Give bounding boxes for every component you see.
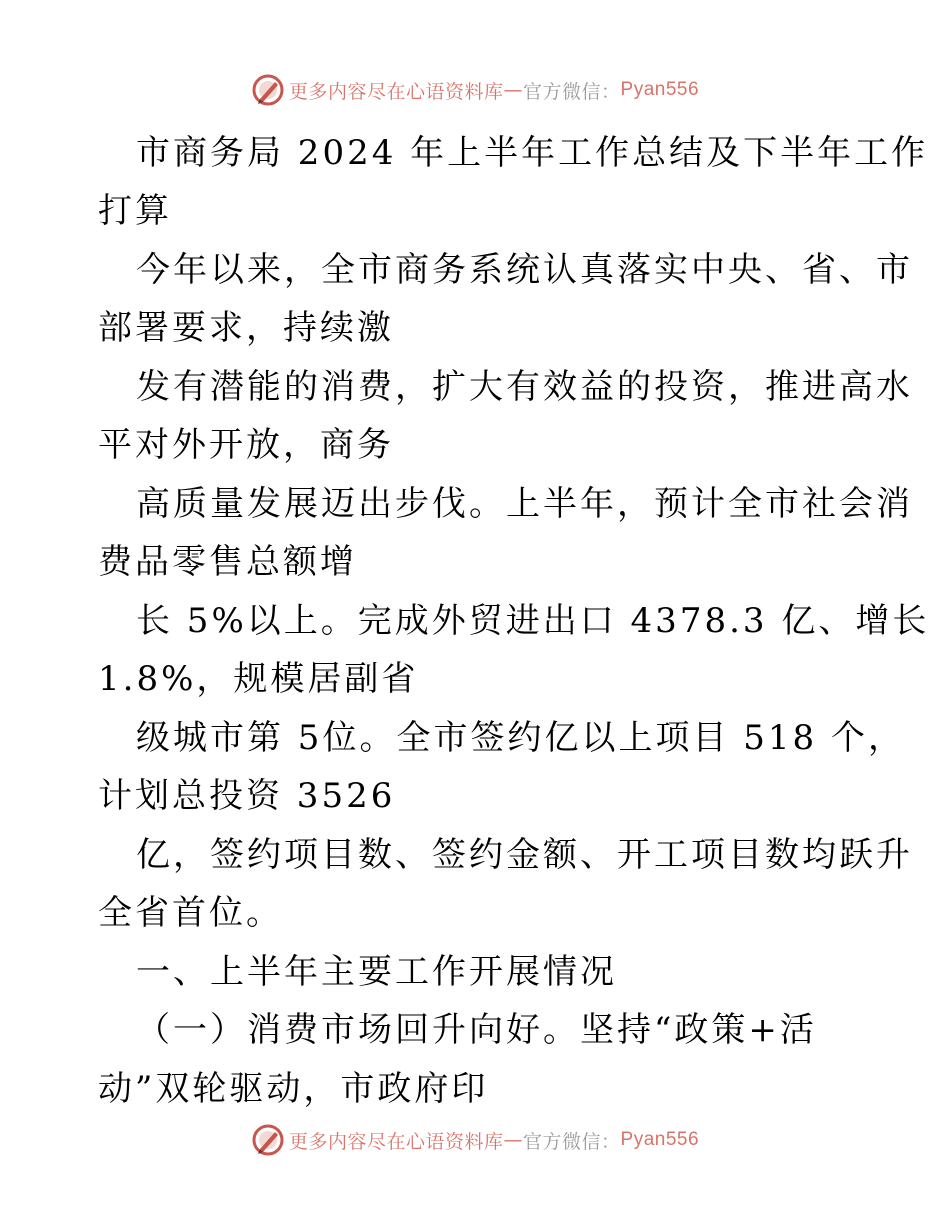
watermark-dash: — xyxy=(503,79,523,101)
watermark-official-label: 官方微信 xyxy=(522,80,601,103)
paragraph-line: 今年以来，全市商务系统认真落实中央、省、市 xyxy=(136,250,913,290)
watermark-wechat-id: Pyan556 xyxy=(620,1129,700,1150)
watermark-colon: ： xyxy=(601,1130,621,1153)
section-heading: 一、上半年主要工作开展情况 xyxy=(136,952,617,992)
paragraph-line: 级城市第 5位。全市签约亿以上项目 518 个， xyxy=(136,718,905,758)
watermark-banner-bottom xyxy=(0,1122,950,1158)
title-line-1: 市商务局 2024 年上半年工作总结及下半年工作 xyxy=(136,133,929,173)
watermark-dash: — xyxy=(503,1129,523,1151)
red-circle-pen-logo-icon xyxy=(251,1123,285,1157)
paragraph-line: 平对外开放，商务 xyxy=(98,425,394,465)
watermark-official-label: 官方微信 xyxy=(522,1130,601,1153)
paragraph-line: 长 5%以上。完成外贸进出口 4378.3 亿、增长 xyxy=(136,601,930,641)
paragraph-line: 部署要求，持续激 xyxy=(98,308,394,348)
watermark-main-text: 更多内容尽在心语资料库 xyxy=(288,80,504,103)
watermark-banner-top xyxy=(0,72,950,108)
watermark-wechat-id: Pyan556 xyxy=(620,79,700,100)
paragraph-line: 发有潜能的消费，扩大有效益的投资，推进高水 xyxy=(136,367,913,407)
paragraph-line: 亿，签约项目数、签约金额、开工项目数均跃升 xyxy=(136,835,913,875)
watermark-colon: ： xyxy=(601,80,621,103)
paragraph-line: 动”双轮驱动，市政府印 xyxy=(98,1069,489,1109)
red-circle-pen-logo-icon xyxy=(251,73,285,107)
paragraph-line: 高质量发展迈出步伐。上半年，预计全市社会消 xyxy=(136,484,913,524)
title-line-2: 打算 xyxy=(98,191,172,231)
paragraph-line: 费品零售总额增 xyxy=(98,542,357,582)
subsection-line: （一）消费市场回升向好。坚持“政策+活 xyxy=(136,1010,817,1050)
watermark-main-text: 更多内容尽在心语资料库 xyxy=(288,1130,504,1153)
paragraph-line: 全省首位。 xyxy=(98,893,283,933)
paragraph-line: 1.8%，规模居副省 xyxy=(98,659,419,699)
paragraph-line: 计划总投资 3526 xyxy=(98,776,396,816)
